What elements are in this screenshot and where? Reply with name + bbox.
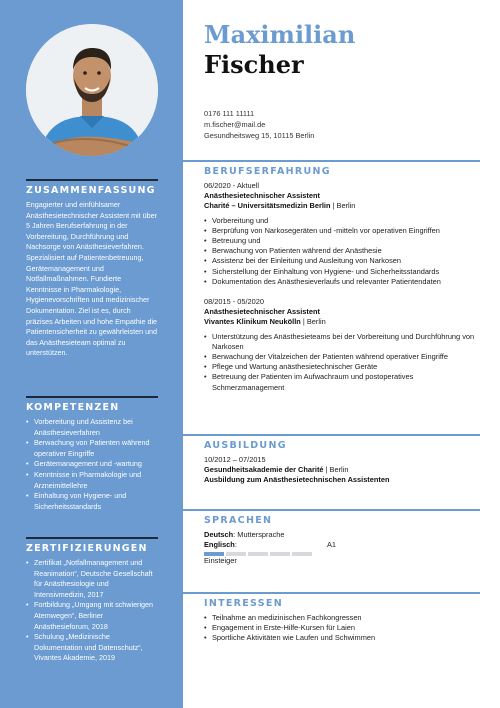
summary-section bbox=[26, 179, 158, 359]
job-task: • Pflege und Wartung anästhesietechnischer Geräte bbox=[204, 362, 476, 372]
job-entry bbox=[204, 181, 476, 287]
certifications-list bbox=[26, 558, 158, 664]
education-divider bbox=[183, 434, 480, 436]
job-location: | Berlin bbox=[300, 317, 326, 327]
job-employer-line bbox=[204, 317, 476, 327]
certification-item: • Schulung „Medizinische Dokumentation und Datenschutz“, Vivantes Akademie, 2019 bbox=[26, 632, 158, 664]
job-task: • Assistenz bei der Einleitung und Ausleitung von Narkosen bbox=[204, 256, 476, 266]
skill-item: • Vorbereitung und Assistenz bei Anästhesieverfahren bbox=[26, 417, 158, 438]
interests-divider bbox=[183, 592, 480, 594]
experience-divider bbox=[183, 160, 480, 162]
language-name: Englisch bbox=[204, 540, 235, 550]
skills-section bbox=[26, 396, 158, 512]
education-section bbox=[183, 434, 480, 486]
languages-divider bbox=[183, 509, 480, 511]
language-row bbox=[204, 540, 476, 550]
experience-section bbox=[183, 160, 480, 399]
experience-heading: BERUFSERFAHRUNG bbox=[204, 166, 331, 177]
skills-divider bbox=[26, 396, 158, 398]
skills-list bbox=[26, 417, 158, 512]
job-employer: Vivantes Klinikum Neukölln bbox=[204, 317, 301, 327]
job-task: • Unterstützung des Anästhesieteams bei der Vorbereitung und Durchführung von Narkosen bbox=[204, 332, 476, 352]
language-level-segment bbox=[292, 552, 312, 556]
profile-photo-illustration bbox=[26, 24, 158, 156]
education-school: Gesundheitsakademie der Charité bbox=[204, 465, 324, 475]
job-entry bbox=[204, 297, 476, 393]
job-title: Anästhesietechnischer Assistent bbox=[204, 307, 320, 317]
interests-section bbox=[183, 592, 480, 644]
education-degree: Ausbildung zum Anästhesietechnischen Assistenten bbox=[204, 475, 390, 485]
phone-number: 0176 111 11111 bbox=[204, 109, 255, 118]
certifications-section bbox=[26, 537, 158, 664]
language-row bbox=[204, 530, 476, 540]
education-school-line bbox=[204, 465, 476, 475]
certification-item: • Zertifikat „Notfallmanagement und Reanimation“, Deutsche Gesellschaft für Anästhesiologie und Intensivmedizin, 2017 bbox=[26, 558, 158, 600]
interests-heading: INTERESSEN bbox=[204, 598, 283, 609]
languages-heading: SPRACHEN bbox=[204, 515, 273, 526]
skill-item: • Kenntnisse in Pharmakologie und Arzneimittellehre bbox=[26, 470, 158, 491]
job-task: • Betreuung und bbox=[204, 236, 476, 246]
job-task: • Betreuung der Patienten im Aufwachraum und postoperatives Schmerzmanagement bbox=[204, 372, 476, 392]
language-separator: : bbox=[234, 540, 237, 550]
contact-block bbox=[204, 108, 314, 141]
job-employer-line bbox=[204, 201, 476, 211]
certifications-divider bbox=[26, 537, 158, 539]
skill-item: • Gerätemanagement und -wartung bbox=[26, 459, 158, 470]
interest-item: • Engagement in Erste-Hilfe-Kursen für Laien bbox=[204, 623, 476, 633]
sidebar bbox=[0, 0, 183, 708]
first-name: Maximilian bbox=[204, 20, 356, 49]
last-name: Fischer bbox=[204, 50, 304, 79]
job-task: • Dokumentation des Anästhesieverlaufs und relevanter Patientendaten bbox=[204, 277, 476, 287]
job-task: • Vorbereitung und bbox=[204, 216, 476, 226]
language-level: Muttersprache bbox=[237, 530, 285, 539]
interest-item: • Teilnahme an medizinischen Fachkongressen bbox=[204, 613, 476, 623]
language-level-segment bbox=[248, 552, 268, 556]
interests-list bbox=[204, 613, 476, 644]
job-dates: 08/2015 - 05/2020 bbox=[204, 297, 264, 307]
job-employer: Charité – Universitätsmedizin Berlin bbox=[204, 201, 331, 211]
profile-photo bbox=[26, 24, 158, 156]
skill-item: • Einhaltung von Hygiene- und Sicherheitsstandards bbox=[26, 491, 158, 512]
skill-item: • Berwachung von Patienten während operativer Eingriffe bbox=[26, 438, 158, 459]
job-location: | Berlin bbox=[330, 201, 356, 211]
postal-address: Gesundheitsweg 15, 10115 Berlin bbox=[204, 131, 315, 140]
job-title: Anästhesietechnischer Assistent bbox=[204, 191, 320, 201]
education-heading: AUSBILDUNG bbox=[204, 440, 287, 451]
job-task-list bbox=[204, 332, 476, 393]
job-dates: 06/2020 - Aktuell bbox=[204, 181, 260, 190]
summary-heading: ZUSAMMENFASSUNG bbox=[26, 185, 156, 196]
job-task-list bbox=[204, 216, 476, 287]
summary-text: Engagierter und einfühlsamer Anästhesietechnischer Assistent mit über 5 Jahren Berufserfahrung in der Vorbereitung, Durchführung und Nachsorge von Anästhesieverfahren. Spezialisiert auf Patientenbetreuung, Gerätemanagement und Notfallmaßnahmen. Fundierte Kenntnisse in Pharmakologie, Hygienevorschriften und medizinischer Dokumentation. Ziel ist es, durch präzises Arbeiten und hohe Empathie die Patientensicherheit zu gewährleisten und das Anästhesieteam optimal zu unterstützen. bbox=[26, 200, 158, 358]
certification-item: • Fortbildung „Umgang mit schwierigen Atemwegen“, Berliner Anästhesieforum, 2018 bbox=[26, 600, 158, 632]
job-task: • Berwachung von Patienten während der Anästhesie bbox=[204, 246, 476, 256]
email-address: m.fischer@mail.de bbox=[204, 120, 266, 129]
language-name: Deutsch bbox=[204, 530, 234, 539]
language-separator: : bbox=[233, 530, 238, 539]
summary-divider bbox=[26, 179, 158, 181]
education-dates: 10/2012 – 07/2015 bbox=[204, 455, 266, 464]
education-location: | Berlin bbox=[323, 465, 349, 475]
language-level-label: Einsteiger bbox=[204, 556, 237, 566]
languages-section bbox=[183, 509, 480, 567]
language-level-segment bbox=[270, 552, 290, 556]
job-task: • Berprüfung von Narkosegeräten und -mitteln vor operativen Eingriffen bbox=[204, 226, 476, 236]
interest-item: • Sportliche Aktivitäten wie Laufen und Schwimmen bbox=[204, 633, 476, 643]
language-level: A1 bbox=[326, 540, 336, 550]
certifications-heading: ZERTIFIZIERUNGEN bbox=[26, 543, 148, 554]
job-task: • Berwachung der Vitalzeichen der Patienten während operativer Eingriffe bbox=[204, 352, 476, 362]
skills-heading: KOMPETENZEN bbox=[26, 402, 120, 413]
job-task: • Sicherstellung der Einhaltung von Hygiene- und Sicherheitsstandards bbox=[204, 267, 476, 277]
